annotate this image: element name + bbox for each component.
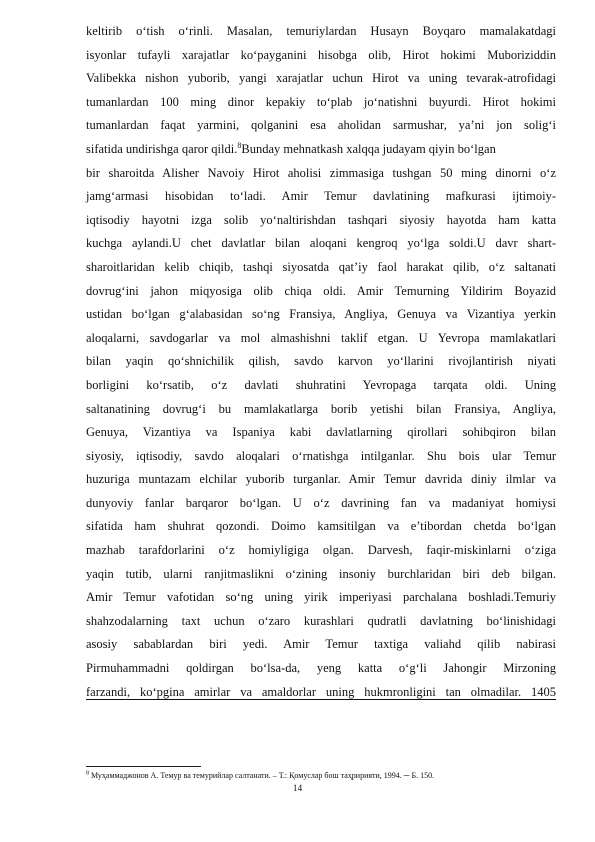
text-line: borligini ko‘rsatib, o‘z davlati shuhratini Yevropaga tarqata oldi. Uning (86, 377, 556, 392)
footnote-separator (86, 766, 201, 767)
text-line: kuchga aylandi.U chet davlatlar bilan aloqani kengroq yo‘lga soldi.U davr shart- (86, 236, 556, 251)
text-line: Genuya, Vizantiya va Ispaniya kabi davlatlarning qirollari sohibqiron bilan (86, 425, 556, 440)
text-line: Amir Temur vafotidan so‘ng uning yirik imperiyasi parchalana boshladi.Temuriy (86, 590, 556, 605)
text-line: sharoitlaridan kelib chiqib, tashqi siyosatda qat’iy faol harakat qilib, o‘z saltanati (86, 259, 556, 274)
text-line: iqtisodiy hayotni izga solib yo‘naltirishdan tashqari siyosiy hayotda ham katta (86, 212, 556, 227)
text-line: isyonlar tufayli xarajatlar ko‘payganini hisobga olib, Hirot hokimi Muboriziddin (86, 47, 556, 62)
text-line: bilan yaqin qo‘shnichilik qilish, savdo karvon yo‘llarini rivojlantirish niyati (86, 354, 556, 369)
text-line: jamg‘armasi hisobidan to‘ladi. Amir Temur davlatining mafkurasi ijtimoiy- (86, 189, 556, 204)
footnote-reference[interactable]: 8 (237, 140, 242, 150)
text-line: yaqin tutib, ularni ranjitmaslikni o‘zining insoniy burchlaridan biri deb bilgan. (86, 566, 556, 581)
text-line: huzuriga muntazam elchilar yuborib turganlar. Amir Temur davrida diniy ilmlar va (86, 472, 556, 487)
text-line: sifatida ham shuhrat qozondi. Doimo kamsitilgan va e’tibordan chetda bo‘lgan (86, 519, 556, 534)
text-line: mazhab tarafdorlarini o‘z homiyligiga olgan. Darvesh, faqir-miskinlarni o‘ziga (86, 543, 556, 558)
text-line: bir sharoitda Alisher Navoiy Hirot aholisi zimmasiga tushgan 50 ming dinorni o‘z (86, 165, 556, 180)
text-line: keltirib o‘tish o‘rinli. Masalan, temuriylardan Husayn Boyqaro mamalakatdagi (86, 24, 556, 38)
text-line: ustidan bo‘lgan g‘alabasidan so‘ng Fransiya, Angliya, Genuya va Vizantiya yerkin (86, 307, 556, 322)
text-line-with-footnote (86, 138, 556, 162)
text-segment: sifatida undirishga qaror qildi. (86, 141, 238, 156)
footnote (86, 770, 556, 782)
text-line: dunyoviy fanlar barqaror bo‘lgan. U o‘z davrining fan va madaniyat homiysi (86, 495, 556, 510)
text-line: siyosiy, iqtisodiy, savdo aloqalari o‘rnatishga intilganlar. Shu bois ular Temur (86, 448, 556, 463)
text-line: aloqalarni, savdogarlar va mol almashishni taklif etgan. U Yevropa mamlakatlari (86, 330, 556, 345)
text-line: tumanlardan faqat yarmini, qolganini esa aholidan sarmushar, ya’ni jon solig‘i (86, 118, 556, 133)
text-line: asosiy sabablardan biri yedi. Amir Temur taxtiga valiahd qilib nabirasi (86, 637, 556, 652)
text-line: dovrug‘ini jahon miqyosiga olib chiqa oldi. Amir Temurning Yildirim Boyazid (86, 283, 556, 298)
footnote-mark: 8 (86, 770, 89, 777)
text-line: Pirmuhammadni qoldirgan bo‘lsa-da, yeng katta o‘g‘li Jahongir Mirzoning (86, 661, 556, 676)
text-line: saltanatining dovrug‘i bu mamlakatlarga borib yetishi bilan Fransiya, Angliya, (86, 401, 556, 416)
text-line: shahzodalarning taxt uchun o‘zaro kurashlari qudratli davlatning bo‘linishidagi (86, 613, 556, 628)
footnote-text: Муҳаммаджонов А. Темур ва темурийлар салтанати. – Т.: Қомуслар бош таҳририяти, 1994. ─ Б. 150. (89, 771, 435, 780)
text-line: tumanlardan 100 ming dinor kepakiy to‘plab jo‘natishni buyurdi. Hirot hokimi (86, 94, 556, 109)
page-number: 14 (292, 784, 303, 794)
text-line: Valibekka nishon yuborib, yangi xarajatlar uchun Hirot va uning tevarak-atrofidagi (86, 71, 556, 86)
text-segment: Bunday mehnatkash xalqqa judayam qiyin bo‘lgan (241, 141, 496, 156)
text-line: farzandi, ko‘pgina amirlar va amaldorlar uning hukmronligini tan olmadilar. 1405 (86, 684, 556, 699)
body-paragraph (86, 20, 556, 704)
